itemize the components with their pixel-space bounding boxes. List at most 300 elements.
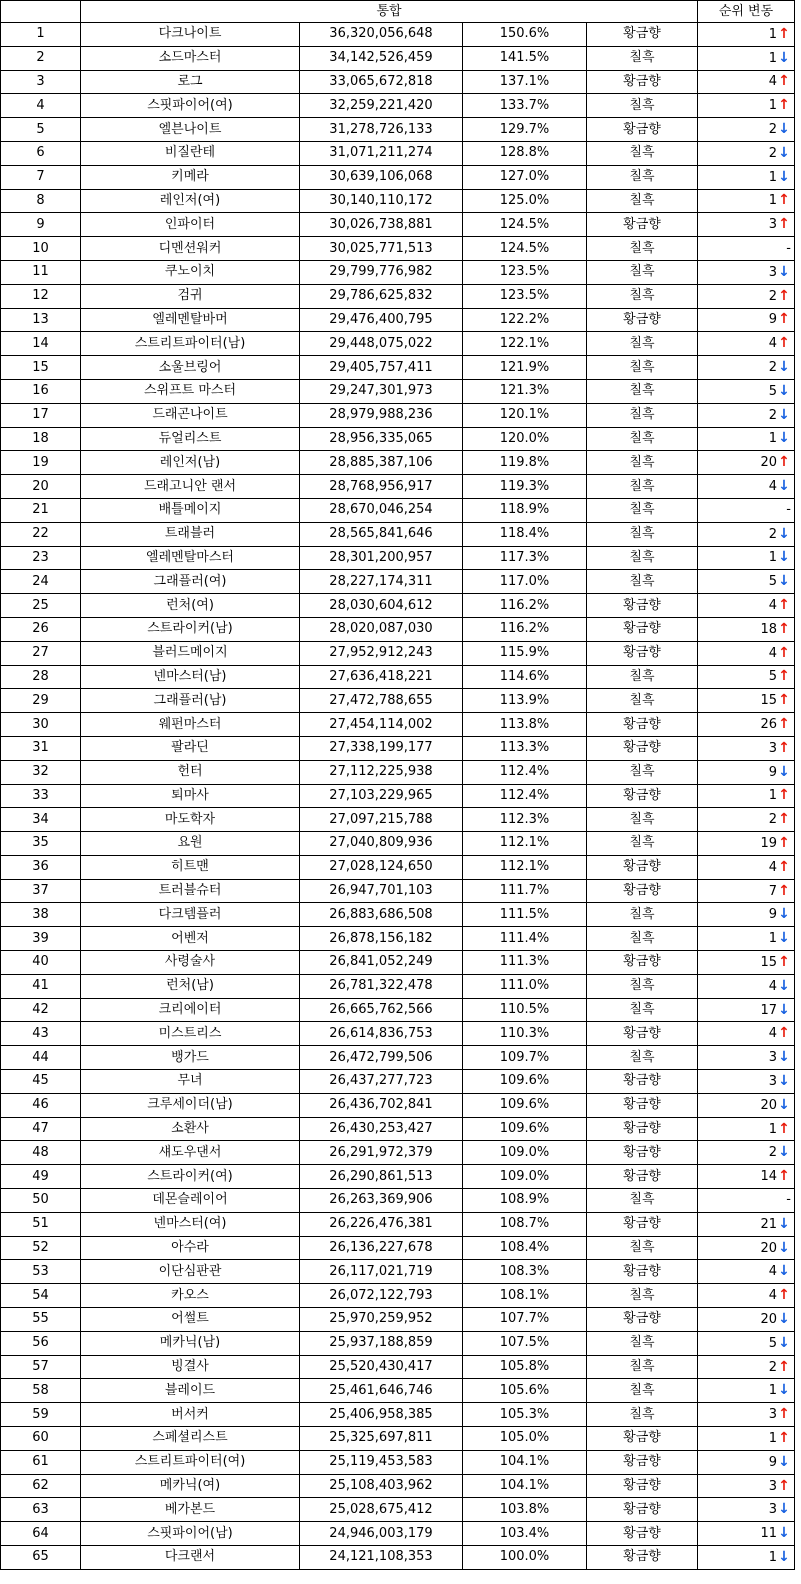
buffer-cell: 칠흑 [587, 141, 698, 165]
rank-cell: 25 [1, 594, 81, 618]
damage-percent-cell: 112.4% [463, 784, 587, 808]
rank-cell: 45 [1, 1070, 81, 1094]
rank-change-cell [698, 879, 795, 903]
damage-value-cell: 27,338,199,177 [300, 736, 463, 760]
rank-cell: 44 [1, 1046, 81, 1070]
arrow-up-icon: ↑ [778, 1477, 790, 1494]
class-name-cell: 헌터 [81, 760, 300, 784]
buffer-cell: 칠흑 [587, 237, 698, 261]
class-name-cell: 스위프트 마스터 [81, 379, 300, 403]
class-name-cell: 드래곤나이트 [81, 403, 300, 427]
table-row [1, 1546, 795, 1570]
arrow-up-icon: ↑ [778, 858, 790, 875]
arrow-down-icon: ↓ [778, 430, 790, 447]
class-name-cell: 엘븐나이트 [81, 118, 300, 142]
damage-value-cell: 25,520,430,417 [300, 1355, 463, 1379]
damage-percent-cell: 111.7% [463, 879, 587, 903]
class-name-cell: 마도학자 [81, 808, 300, 832]
buffer-cell: 황금향 [587, 23, 698, 47]
arrow-up-icon: ↑ [778, 25, 790, 42]
damage-percent-cell: 124.5% [463, 213, 587, 237]
class-name-cell: 베가본드 [81, 1498, 300, 1522]
damage-percent-cell: 112.4% [463, 760, 587, 784]
table-row [1, 927, 795, 951]
buffer-cell: 칠흑 [587, 46, 698, 70]
rank-change-value: - [786, 502, 791, 518]
header-rank-cell [1, 1, 81, 23]
buffer-cell: 황금향 [587, 70, 698, 94]
table-row [1, 70, 795, 94]
rank-change-value: 5 [768, 669, 777, 685]
rank-change-cell [698, 427, 795, 451]
damage-value-cell: 29,247,301,973 [300, 379, 463, 403]
buffer-cell: 칠흑 [587, 1379, 698, 1403]
rank-cell: 12 [1, 284, 81, 308]
class-name-cell: 스핏파이어(여) [81, 94, 300, 118]
class-name-cell: 요원 [81, 832, 300, 856]
damage-percent-cell: 103.4% [463, 1522, 587, 1546]
arrow-down-icon: ↓ [778, 1049, 790, 1066]
arrow-down-icon: ↓ [778, 1001, 790, 1018]
buffer-cell: 칠흑 [587, 570, 698, 594]
rank-change-value: 5 [768, 574, 777, 590]
rank-change-cell [698, 1284, 795, 1308]
damage-value-cell: 27,472,788,655 [300, 689, 463, 713]
arrow-up-icon: ↑ [778, 287, 790, 304]
table-row [1, 141, 795, 165]
table-row [1, 308, 795, 332]
arrow-down-icon: ↓ [778, 525, 790, 542]
class-name-cell: 스핏파이어(남) [81, 1522, 300, 1546]
table-row [1, 1046, 795, 1070]
table-row [1, 165, 795, 189]
class-name-cell: 트러블슈터 [81, 879, 300, 903]
rank-cell: 4 [1, 94, 81, 118]
rank-cell: 19 [1, 451, 81, 475]
rank-cell: 5 [1, 118, 81, 142]
damage-percent-cell: 109.6% [463, 1070, 587, 1094]
table-row [1, 1165, 795, 1189]
damage-value-cell: 29,786,625,832 [300, 284, 463, 308]
class-name-cell: 배틀메이지 [81, 498, 300, 522]
rank-change-cell [698, 1427, 795, 1451]
damage-percent-cell: 116.2% [463, 594, 587, 618]
arrow-up-icon: ↑ [778, 1429, 790, 1446]
rank-change-cell [698, 451, 795, 475]
rank-cell: 34 [1, 808, 81, 832]
rank-cell: 65 [1, 1546, 81, 1570]
buffer-cell: 칠흑 [587, 522, 698, 546]
damage-value-cell: 26,614,836,753 [300, 1022, 463, 1046]
arrow-up-icon: ↑ [778, 1358, 790, 1375]
damage-value-cell: 26,437,277,723 [300, 1070, 463, 1094]
damage-percent-cell: 129.7% [463, 118, 587, 142]
rank-change-cell [698, 1522, 795, 1546]
damage-value-cell: 27,454,114,002 [300, 713, 463, 737]
rank-cell: 43 [1, 1022, 81, 1046]
damage-value-cell: 26,117,021,719 [300, 1260, 463, 1284]
damage-percent-cell: 128.8% [463, 141, 587, 165]
table-row [1, 284, 795, 308]
buffer-cell: 칠흑 [587, 356, 698, 380]
rank-change-cell [698, 974, 795, 998]
buffer-cell: 칠흑 [587, 451, 698, 475]
damage-value-cell: 26,290,861,513 [300, 1165, 463, 1189]
damage-value-cell: 27,040,809,936 [300, 832, 463, 856]
damage-percent-cell: 105.0% [463, 1427, 587, 1451]
damage-value-cell: 26,072,122,793 [300, 1284, 463, 1308]
rank-cell: 26 [1, 617, 81, 641]
table-row [1, 522, 795, 546]
rank-change-cell [698, 189, 795, 213]
class-name-cell: 레인저(여) [81, 189, 300, 213]
rank-change-cell [698, 94, 795, 118]
rank-cell: 59 [1, 1403, 81, 1427]
rank-change-cell [698, 760, 795, 784]
damage-value-cell: 32,259,221,420 [300, 94, 463, 118]
arrow-down-icon: ↓ [778, 168, 790, 185]
class-name-cell: 소환사 [81, 1117, 300, 1141]
rank-change-cell [698, 546, 795, 570]
rank-change-value: 1 [768, 1430, 777, 1446]
buffer-cell: 칠흑 [587, 689, 698, 713]
arrow-down-icon: ↓ [778, 1072, 790, 1089]
class-name-cell: 웨펀마스터 [81, 713, 300, 737]
rank-change-value: 2 [768, 360, 777, 376]
table-row [1, 1355, 795, 1379]
buffer-cell: 황금향 [587, 641, 698, 665]
arrow-down-icon: ↓ [778, 1382, 790, 1399]
table-row [1, 1070, 795, 1094]
damage-value-cell: 28,956,335,065 [300, 427, 463, 451]
damage-percent-cell: 125.0% [463, 189, 587, 213]
damage-percent-cell: 124.5% [463, 237, 587, 261]
damage-value-cell: 31,071,211,274 [300, 141, 463, 165]
arrow-down-icon: ↓ [778, 906, 790, 923]
buffer-cell: 황금향 [587, 213, 698, 237]
damage-percent-cell: 110.3% [463, 1022, 587, 1046]
class-name-cell: 어썰트 [81, 1308, 300, 1332]
rank-cell: 62 [1, 1474, 81, 1498]
damage-value-cell: 28,020,087,030 [300, 617, 463, 641]
buffer-cell: 칠흑 [587, 903, 698, 927]
damage-percent-cell: 113.3% [463, 736, 587, 760]
rank-change-cell [698, 284, 795, 308]
table-row [1, 808, 795, 832]
rank-change-value: 21 [760, 1216, 777, 1232]
damage-value-cell: 25,119,453,583 [300, 1450, 463, 1474]
rank-change-value: 2 [768, 288, 777, 304]
damage-percent-cell: 122.2% [463, 308, 587, 332]
rank-change-cell [698, 165, 795, 189]
rank-change-cell [698, 141, 795, 165]
table-row [1, 23, 795, 47]
rank-change-value: 15 [760, 693, 777, 709]
damage-value-cell: 28,768,956,917 [300, 475, 463, 499]
rank-change-value: 1 [768, 1383, 777, 1399]
damage-percent-cell: 127.0% [463, 165, 587, 189]
rank-change-value: 20 [760, 455, 777, 471]
rank-change-cell [698, 1236, 795, 1260]
arrow-up-icon: ↑ [778, 739, 790, 756]
damage-percent-cell: 122.1% [463, 332, 587, 356]
damage-value-cell: 26,841,052,249 [300, 951, 463, 975]
table-row [1, 1260, 795, 1284]
damage-value-cell: 30,026,738,881 [300, 213, 463, 237]
table-row [1, 427, 795, 451]
rank-change-cell [698, 594, 795, 618]
arrow-up-icon: ↑ [778, 620, 790, 637]
rank-change-value: 18 [760, 621, 777, 637]
arrow-down-icon: ↓ [778, 121, 790, 138]
class-name-cell: 소울브링어 [81, 356, 300, 380]
damage-percent-cell: 109.6% [463, 1093, 587, 1117]
class-name-cell: 이단심판관 [81, 1260, 300, 1284]
damage-percent-cell: 141.5% [463, 46, 587, 70]
rank-change-cell [698, 1403, 795, 1427]
damage-percent-cell: 133.7% [463, 94, 587, 118]
class-name-cell: 스트리트파이터(여) [81, 1450, 300, 1474]
table-row [1, 1498, 795, 1522]
damage-value-cell: 26,226,476,381 [300, 1212, 463, 1236]
rank-change-cell [698, 308, 795, 332]
rank-change-cell [698, 1141, 795, 1165]
arrow-down-icon: ↓ [778, 382, 790, 399]
damage-percent-cell: 150.6% [463, 23, 587, 47]
table-row [1, 1308, 795, 1332]
buffer-cell: 칠흑 [587, 1189, 698, 1213]
rank-change-value: 1 [768, 788, 777, 804]
rank-cell: 6 [1, 141, 81, 165]
class-name-cell: 다크템플러 [81, 903, 300, 927]
rank-cell: 30 [1, 713, 81, 737]
damage-value-cell: 26,430,253,427 [300, 1117, 463, 1141]
arrow-down-icon: ↓ [778, 1453, 790, 1470]
rank-change-value: 3 [768, 1073, 777, 1089]
buffer-cell: 칠흑 [587, 427, 698, 451]
buffer-cell: 황금향 [587, 1141, 698, 1165]
table-row [1, 1403, 795, 1427]
rank-change-value: 4 [768, 645, 777, 661]
arrow-up-icon: ↑ [778, 454, 790, 471]
rank-change-value: 9 [768, 312, 777, 328]
class-name-cell: 엘레멘탈바머 [81, 308, 300, 332]
table-row [1, 379, 795, 403]
rank-cell: 18 [1, 427, 81, 451]
table-row [1, 1022, 795, 1046]
damage-value-cell: 27,097,215,788 [300, 808, 463, 832]
table-row [1, 237, 795, 261]
class-name-cell: 카오스 [81, 1284, 300, 1308]
rank-change-value: 1 [768, 50, 777, 66]
class-name-cell: 다크랜서 [81, 1546, 300, 1570]
rank-change-value: 1 [768, 431, 777, 447]
buffer-cell: 황금향 [587, 1117, 698, 1141]
buffer-cell: 칠흑 [587, 498, 698, 522]
buffer-cell: 황금향 [587, 1260, 698, 1284]
rank-change-cell [698, 736, 795, 760]
class-name-cell: 비질란테 [81, 141, 300, 165]
rank-cell: 35 [1, 832, 81, 856]
damage-percent-cell: 113.9% [463, 689, 587, 713]
rank-change-value: 3 [768, 264, 777, 280]
rank-change-cell [698, 808, 795, 832]
buffer-cell: 칠흑 [587, 760, 698, 784]
damage-percent-cell: 109.0% [463, 1141, 587, 1165]
table-row [1, 998, 795, 1022]
table-row [1, 1427, 795, 1451]
rank-cell: 3 [1, 70, 81, 94]
damage-percent-cell: 137.1% [463, 70, 587, 94]
buffer-cell: 황금향 [587, 1522, 698, 1546]
rank-change-value: 5 [768, 1335, 777, 1351]
class-name-cell: 듀얼리스트 [81, 427, 300, 451]
rank-change-cell [698, 855, 795, 879]
damage-percent-cell: 123.5% [463, 284, 587, 308]
damage-percent-cell: 108.4% [463, 1236, 587, 1260]
rank-change-cell [698, 1070, 795, 1094]
buffer-cell: 칠흑 [587, 665, 698, 689]
arrow-down-icon: ↓ [778, 1215, 790, 1232]
damage-value-cell: 36,320,056,648 [300, 23, 463, 47]
class-name-cell: 트래블러 [81, 522, 300, 546]
table-row [1, 260, 795, 284]
buffer-cell: 칠흑 [587, 379, 698, 403]
header-row [1, 1, 795, 23]
buffer-cell: 칠흑 [587, 94, 698, 118]
rank-cell: 60 [1, 1427, 81, 1451]
rank-change-cell [698, 260, 795, 284]
rank-change-cell [698, 832, 795, 856]
buffer-cell: 황금향 [587, 1022, 698, 1046]
damage-value-cell: 27,112,225,938 [300, 760, 463, 784]
rank-change-cell [698, 1117, 795, 1141]
rank-change-cell [698, 1212, 795, 1236]
arrow-down-icon: ↓ [778, 930, 790, 947]
table-row [1, 760, 795, 784]
damage-percent-cell: 105.6% [463, 1379, 587, 1403]
rank-change-value: 4 [768, 978, 777, 994]
class-name-cell: 퇴마사 [81, 784, 300, 808]
rank-change-value: - [786, 1192, 791, 1208]
rank-change-value: 1 [768, 931, 777, 947]
rank-change-cell [698, 951, 795, 975]
damage-percent-cell: 110.5% [463, 998, 587, 1022]
damage-percent-cell: 103.8% [463, 1498, 587, 1522]
buffer-cell: 칠흑 [587, 284, 698, 308]
rank-change-value: 9 [768, 1454, 777, 1470]
class-name-cell: 다크나이트 [81, 23, 300, 47]
buffer-cell: 황금향 [587, 1546, 698, 1570]
arrow-up-icon: ↑ [778, 787, 790, 804]
class-name-cell: 런처(남) [81, 974, 300, 998]
buffer-cell: 칠흑 [587, 165, 698, 189]
arrow-down-icon: ↓ [778, 763, 790, 780]
header-combined-cell: 통합 [81, 1, 698, 23]
rank-change-cell [698, 1046, 795, 1070]
rank-change-cell [698, 118, 795, 142]
rank-cell: 58 [1, 1379, 81, 1403]
rank-change-cell [698, 570, 795, 594]
rank-cell: 46 [1, 1093, 81, 1117]
damage-value-cell: 25,970,259,952 [300, 1308, 463, 1332]
rank-change-cell [698, 713, 795, 737]
table-row [1, 403, 795, 427]
rank-cell: 16 [1, 379, 81, 403]
damage-value-cell: 28,565,841,646 [300, 522, 463, 546]
class-name-cell: 소드마스터 [81, 46, 300, 70]
table-row [1, 498, 795, 522]
rank-change-cell [698, 1189, 795, 1213]
damage-percent-cell: 108.9% [463, 1189, 587, 1213]
damage-percent-cell: 112.3% [463, 808, 587, 832]
table-row [1, 332, 795, 356]
damage-value-cell: 28,979,988,236 [300, 403, 463, 427]
class-name-cell: 키메라 [81, 165, 300, 189]
damage-percent-cell: 119.3% [463, 475, 587, 499]
buffer-cell: 칠흑 [587, 1236, 698, 1260]
buffer-cell: 칠흑 [587, 832, 698, 856]
damage-percent-cell: 111.5% [463, 903, 587, 927]
class-name-cell: 검귀 [81, 284, 300, 308]
rank-cell: 31 [1, 736, 81, 760]
damage-value-cell: 27,028,124,650 [300, 855, 463, 879]
rank-change-value: 11 [760, 1526, 777, 1542]
table-row [1, 641, 795, 665]
buffer-cell: 칠흑 [587, 1331, 698, 1355]
damage-value-cell: 28,885,387,106 [300, 451, 463, 475]
damage-value-cell: 26,883,686,508 [300, 903, 463, 927]
arrow-up-icon: ↑ [778, 882, 790, 899]
table-row [1, 1284, 795, 1308]
rank-change-cell [698, 213, 795, 237]
class-name-cell: 데몬슬레이어 [81, 1189, 300, 1213]
class-name-cell: 빙결사 [81, 1355, 300, 1379]
buffer-cell: 황금향 [587, 736, 698, 760]
damage-value-cell: 26,263,369,906 [300, 1189, 463, 1213]
table-row [1, 974, 795, 998]
rank-change-value: 20 [760, 1240, 777, 1256]
damage-value-cell: 28,030,604,612 [300, 594, 463, 618]
arrow-up-icon: ↑ [778, 811, 790, 828]
buffer-cell: 황금향 [587, 308, 698, 332]
rank-change-value: 2 [768, 812, 777, 828]
damage-value-cell: 29,799,776,982 [300, 260, 463, 284]
rank-cell: 64 [1, 1522, 81, 1546]
rank-change-value: 2 [768, 1359, 777, 1375]
rank-change-cell [698, 641, 795, 665]
arrow-down-icon: ↓ [778, 1263, 790, 1280]
damage-percent-cell: 117.0% [463, 570, 587, 594]
rank-change-value: 3 [768, 740, 777, 756]
damage-percent-cell: 112.1% [463, 832, 587, 856]
arrow-up-icon: ↑ [778, 311, 790, 328]
rank-cell: 2 [1, 46, 81, 70]
arrow-down-icon: ↓ [778, 549, 790, 566]
rank-change-cell [698, 1260, 795, 1284]
table-row [1, 1189, 795, 1213]
rank-change-value: 3 [768, 1050, 777, 1066]
table-row [1, 118, 795, 142]
rank-change-value: - [786, 240, 791, 256]
rank-change-value: 3 [768, 217, 777, 233]
buffer-cell: 황금향 [587, 1308, 698, 1332]
table-row [1, 1093, 795, 1117]
rank-change-value: 19 [760, 835, 777, 851]
damage-value-cell: 25,028,675,412 [300, 1498, 463, 1522]
rank-change-value: 15 [760, 954, 777, 970]
buffer-cell: 칠흑 [587, 808, 698, 832]
